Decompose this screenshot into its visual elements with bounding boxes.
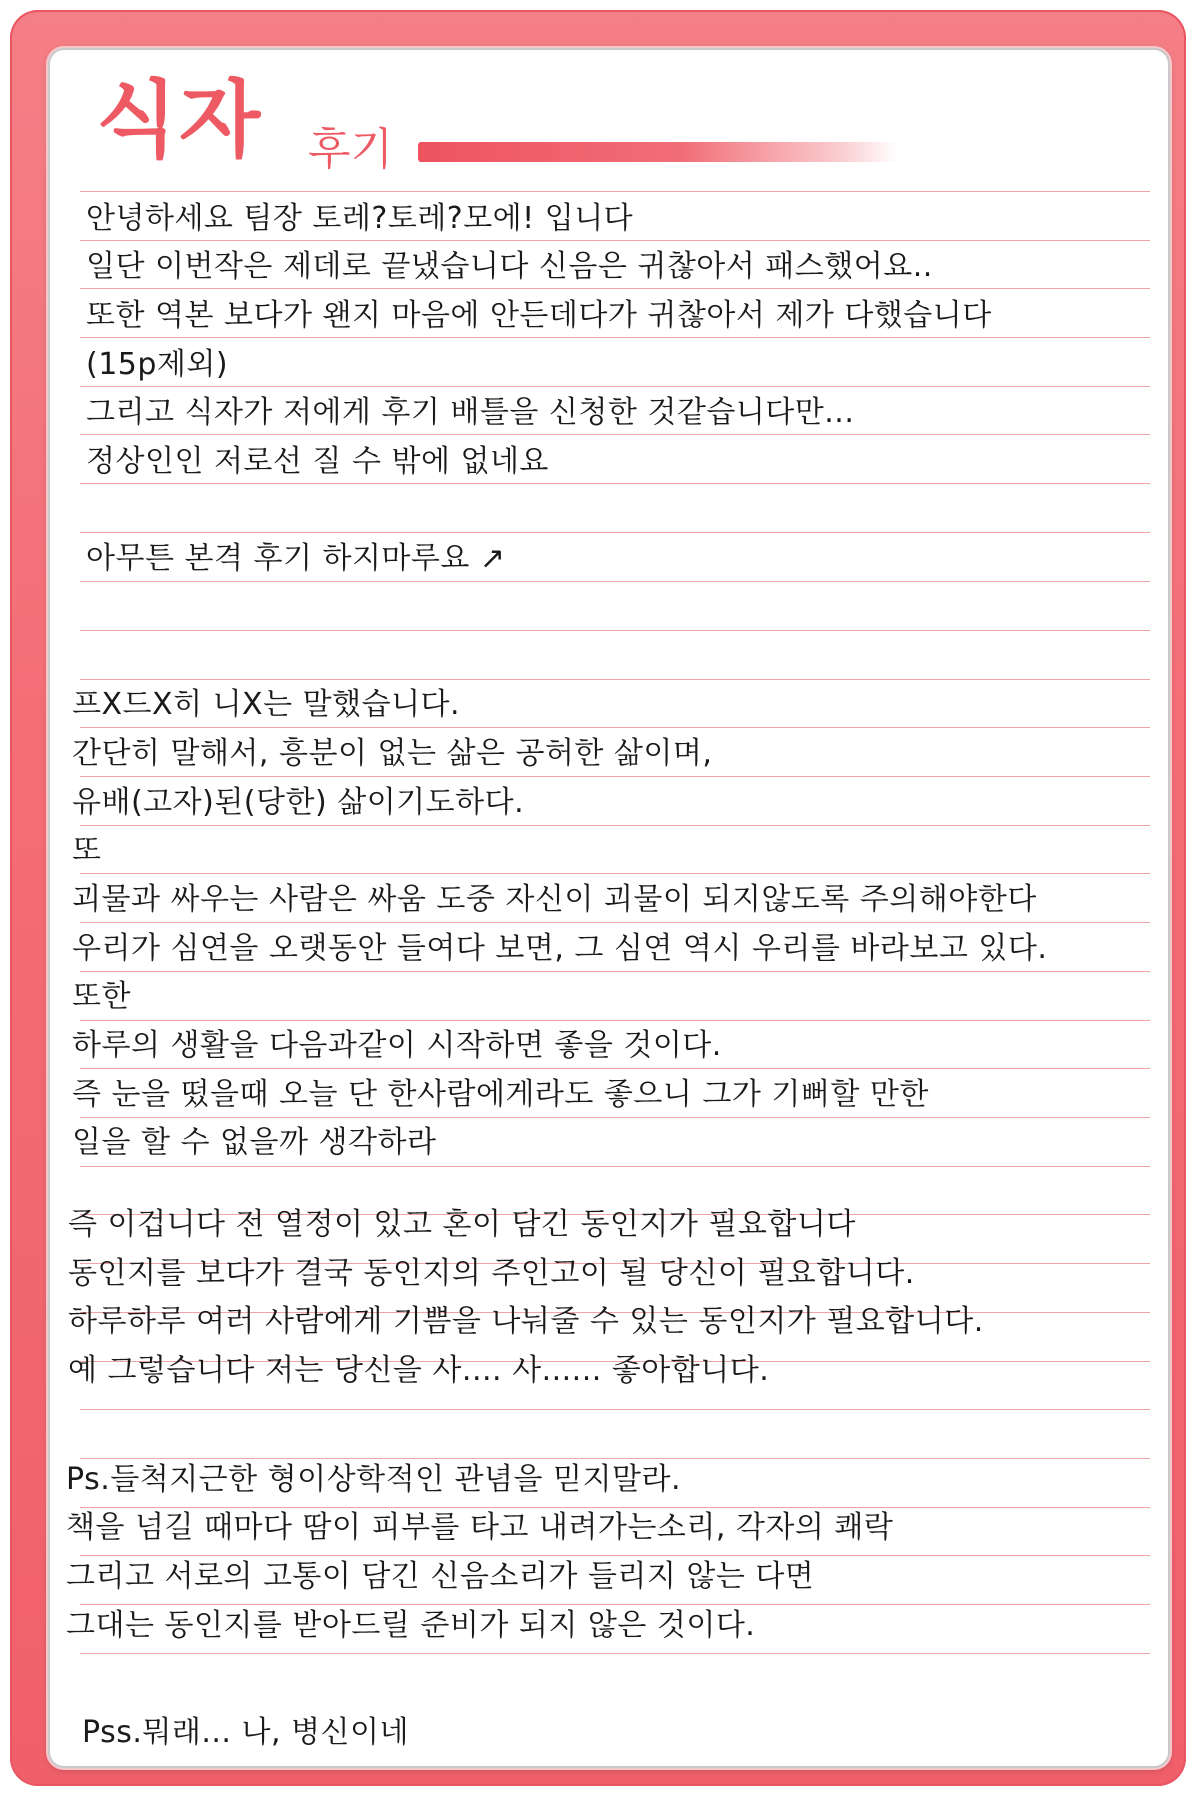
intro-line: 정상인인 저로선 질 수 밖에 없네요 — [86, 444, 549, 479]
ruled-line — [80, 1020, 1150, 1021]
conclusion-line: 하루하루 여러 사람에게 기쁨을 나눠줄 수 있는 동인지가 필요합니다. — [68, 1304, 984, 1339]
ruled-line — [80, 776, 1150, 777]
ps-line: 그리고 서로의 고통이 담긴 신음소리가 들리지 않는 다면 — [66, 1559, 815, 1594]
outer-frame — [10, 10, 1186, 1786]
ruled-line — [80, 191, 1150, 192]
quote-line: 프X드X히 니X는 말했습니다. — [72, 687, 461, 722]
quote-line: 우리가 심연을 오랫동안 들여다 보면, 그 심연 역시 우리를 바라보고 있다. — [72, 931, 1048, 966]
quote-line: 일을 할 수 없을까 생각하라 — [72, 1125, 437, 1160]
note-paper — [48, 48, 1170, 1768]
conclusion-line: 예 그렇습니다 저는 당신을 사.... 사...... 좋아합니다. — [68, 1353, 770, 1388]
intro-line: 일단 이번작은 제데로 끝냈습니다 신음은 귀찮아서 패스했어요.. — [86, 249, 933, 284]
quote-line: 간단히 말해서, 흥분이 없는 삶은 공허한 삶이며, — [72, 736, 713, 771]
ruled-line — [80, 1409, 1150, 1410]
intro-line: (15p제외) — [86, 347, 229, 382]
quote-line: 괴물과 싸우는 사람은 싸움 도중 자신이 괴물이 되지않도록 주의해야한다 — [72, 882, 1037, 917]
conclusion-line: 동인지를 보다가 결국 동인지의 주인고이 될 당신이 필요합니다. — [68, 1256, 915, 1291]
quote-line: 하루의 생활을 다음과같이 시작하면 좋을 것이다. — [72, 1028, 722, 1063]
quote-line: 또 — [72, 833, 102, 868]
conclusion-line: 즉 이겁니다 전 열정이 있고 혼이 담긴 동인지가 필요합니다 — [68, 1207, 856, 1242]
ruled-line — [80, 386, 1150, 387]
ruled-line — [80, 1068, 1150, 1069]
intro-line: 그리고 식자가 저에게 후기 배틀을 신청한 것같습니다만... — [86, 395, 855, 430]
ruled-line — [80, 1653, 1150, 1654]
ruled-line — [80, 1117, 1150, 1118]
transition-line: 아무튼 본격 후기 하지마루요 ↗ — [86, 541, 506, 576]
ps-line: Ps.들척지근한 형이상학적인 관념을 믿지말라. — [66, 1462, 682, 1497]
quote-line: 또한 — [72, 979, 131, 1014]
quote-line: 유배(고자)된(당한) 삶이기도하다. — [72, 785, 525, 820]
pss-line: Pss.뭐래... 나, 병신이네 — [82, 1715, 409, 1750]
page-subtitle: 후기 — [308, 124, 394, 175]
ruled-line — [80, 727, 1150, 728]
ruled-line — [80, 825, 1150, 826]
ruled-line — [80, 581, 1150, 582]
ruled-line — [80, 532, 1150, 533]
ps-line: 그대는 동인지를 받아드릴 준비가 되지 않은 것이다. — [66, 1608, 756, 1643]
intro-line: 안녕하세요 팀장 토레?토레?모에! 입니다 — [86, 201, 634, 236]
ruled-line — [80, 1166, 1150, 1167]
ruled-line — [80, 971, 1150, 972]
ruled-line — [80, 630, 1150, 631]
page-title: 식자 — [96, 71, 263, 169]
ps-line: 책을 넘길 때마다 땀이 피부를 타고 내려가는소리, 각자의 쾌락 — [66, 1510, 894, 1545]
ruled-line — [80, 679, 1150, 680]
quote-line: 즉 눈을 떴을때 오늘 단 한사람에게라도 좋으니 그가 기뻐할 만한 — [72, 1077, 929, 1112]
intro-line: 또한 역본 보다가 왠지 마음에 안든데다가 귀찮아서 제가 다했습니다 — [86, 298, 992, 333]
ruled-line — [80, 922, 1150, 923]
ruled-line — [80, 873, 1150, 874]
